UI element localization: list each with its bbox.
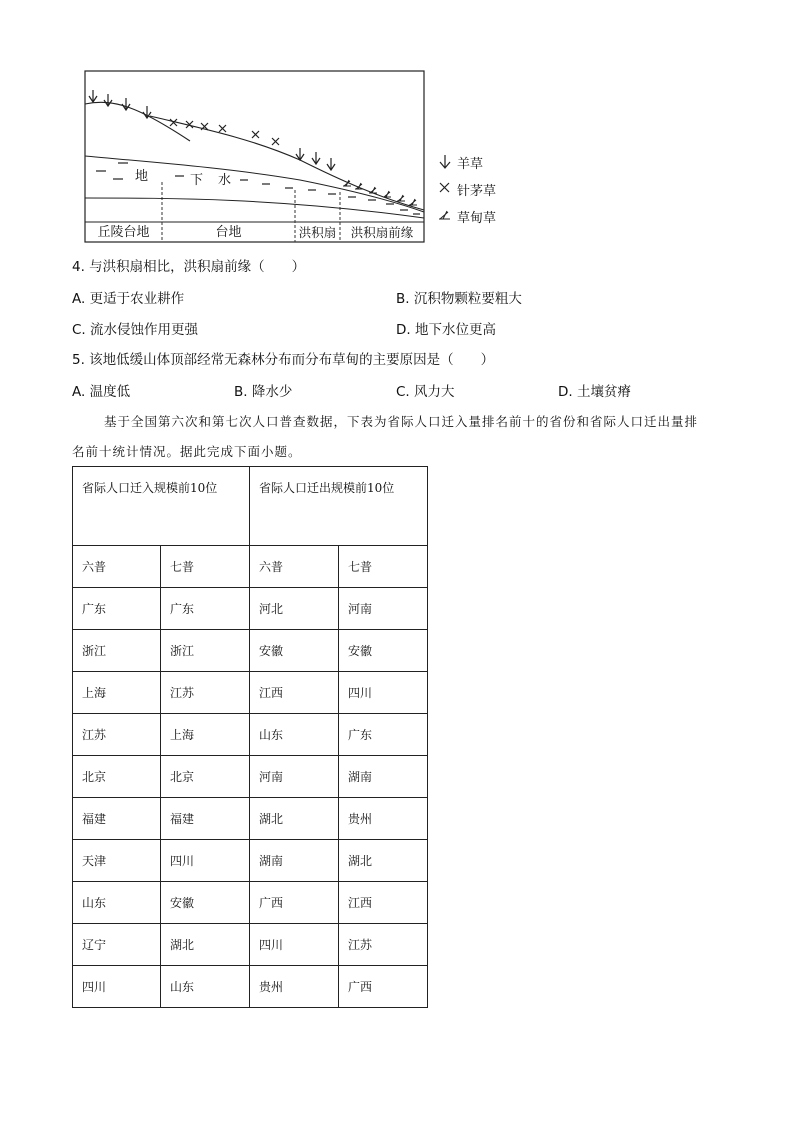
table-row <box>73 672 428 714</box>
table-cell: 湖北 <box>250 798 339 840</box>
table-row <box>73 882 428 924</box>
cao-dian-cao-symbols <box>343 180 417 205</box>
table-cell: 江西 <box>339 882 428 924</box>
table-cell: 上海 <box>161 714 250 756</box>
subheader-outflow-6th: 六普 <box>250 546 339 588</box>
intro-paragraph-line-2: 名前十统计情况。据此完成下面小题。 <box>72 444 302 459</box>
table-cell: 贵州 <box>250 966 339 1008</box>
question-5-option-a: A. 温度低 <box>72 384 131 400</box>
ground-surface-line <box>150 116 424 210</box>
table-cell: 安徽 <box>250 630 339 672</box>
table-cell: 北京 <box>161 756 250 798</box>
table-cell: 湖北 <box>161 924 250 966</box>
table-cell: 山东 <box>73 882 161 924</box>
intro-paragraph-line-1: 基于全国第六次和第七次人口普查数据，下表为省际人口迁入量排名前十的省份和省际人口迁出量排 <box>104 414 699 429</box>
subheader-inflow-7th: 七普 <box>161 546 250 588</box>
legend-label-cao-dian-cao: 草甸草 <box>457 211 497 226</box>
subheader-inflow-6th: 六普 <box>73 546 161 588</box>
table-cell: 山东 <box>161 966 250 1008</box>
table-cell: 四川 <box>339 672 428 714</box>
terrain-profile-figure <box>0 0 794 250</box>
legend-label-yang-cao: 羊草 <box>457 157 484 172</box>
table-cell: 广东 <box>339 714 428 756</box>
table-cell: 四川 <box>250 924 339 966</box>
table-cell: 上海 <box>73 672 161 714</box>
table-cell: 贵州 <box>339 798 428 840</box>
table-cell: 四川 <box>73 966 161 1008</box>
table-cell: 广东 <box>161 588 250 630</box>
header-inflow-top10: 省际人口迁入规模前10位 <box>73 467 250 546</box>
table-cell: 安徽 <box>161 882 250 924</box>
table-cell: 广东 <box>73 588 161 630</box>
table-row <box>73 798 428 840</box>
yang-cao-icon <box>440 155 450 168</box>
table-cell: 浙江 <box>73 630 161 672</box>
table-row <box>73 840 428 882</box>
zone-label-alluvial-fan: 洪积扇 <box>298 225 337 240</box>
table-group-header-row <box>73 467 428 546</box>
table-cell: 广西 <box>250 882 339 924</box>
table-cell: 河北 <box>250 588 339 630</box>
question-5-option-d: D. 土壤贫瘠 <box>558 384 631 400</box>
table-cell: 浙江 <box>161 630 250 672</box>
table-cell: 四川 <box>161 840 250 882</box>
table-row <box>73 756 428 798</box>
table-cell: 河南 <box>339 588 428 630</box>
water-table-lower-line <box>85 198 424 218</box>
question-4-option-c: C. 流水侵蚀作用更强 <box>72 322 199 338</box>
table-row <box>73 630 428 672</box>
legend-label-zhen-mao-cao: 针茅草 <box>457 184 497 199</box>
population-migration-table <box>72 466 428 1008</box>
table-cell: 安徽 <box>339 630 428 672</box>
table-cell: 江苏 <box>73 714 161 756</box>
table-cell: 江苏 <box>339 924 428 966</box>
zhen-mao-cao-icon <box>440 183 449 192</box>
table-cell: 福建 <box>73 798 161 840</box>
header-outflow-top10: 省际人口迁出规模前10位 <box>250 467 428 546</box>
question-4-option-d: D. 地下水位更高 <box>396 322 496 338</box>
zone-label-fan-front: 洪积扇前缘 <box>350 225 414 240</box>
table-row <box>73 714 428 756</box>
yang-cao-symbols <box>89 90 335 170</box>
question-5-option-c: C. 风力大 <box>396 384 455 400</box>
table-cell: 江西 <box>250 672 339 714</box>
table-cell: 湖南 <box>250 840 339 882</box>
zone-label-hill-platform: 丘陵台地 <box>97 225 150 240</box>
zhen-mao-cao-symbols <box>170 119 279 145</box>
table-cell: 湖南 <box>339 756 428 798</box>
table-cell: 福建 <box>161 798 250 840</box>
subheader-outflow-7th: 七普 <box>339 546 428 588</box>
table-cell: 北京 <box>73 756 161 798</box>
question-4-option-a: A. 更适于农业耕作 <box>72 291 185 307</box>
question-5-stem: 5. 该地低缓山体顶部经常无森林分布而分布草甸的主要原因是（ ） <box>72 352 495 368</box>
question-5-option-b: B. 降水少 <box>234 384 293 400</box>
table-subheader-row <box>73 546 428 588</box>
cao-dian-cao-icon <box>439 211 450 219</box>
question-4-option-b: B. 沉积物颗粒要粗大 <box>396 291 522 307</box>
question-4-stem: 4. 与洪积扇相比，洪积扇前缘（ ） <box>72 259 306 275</box>
water-label-shui: 水 <box>218 173 232 188</box>
table-row <box>73 966 428 1008</box>
table-row <box>73 588 428 630</box>
table-cell: 江苏 <box>161 672 250 714</box>
ground-label: 地 <box>135 169 149 184</box>
table-cell: 湖北 <box>339 840 428 882</box>
table-cell: 山东 <box>250 714 339 756</box>
table-row <box>73 924 428 966</box>
table-cell: 天津 <box>73 840 161 882</box>
water-label-xia: 下 <box>190 173 204 188</box>
figure-frame <box>85 71 424 242</box>
table-cell: 广西 <box>339 966 428 1008</box>
table-cell: 河南 <box>250 756 339 798</box>
table-cell: 辽宁 <box>73 924 161 966</box>
zone-label-platform: 台地 <box>215 225 242 240</box>
